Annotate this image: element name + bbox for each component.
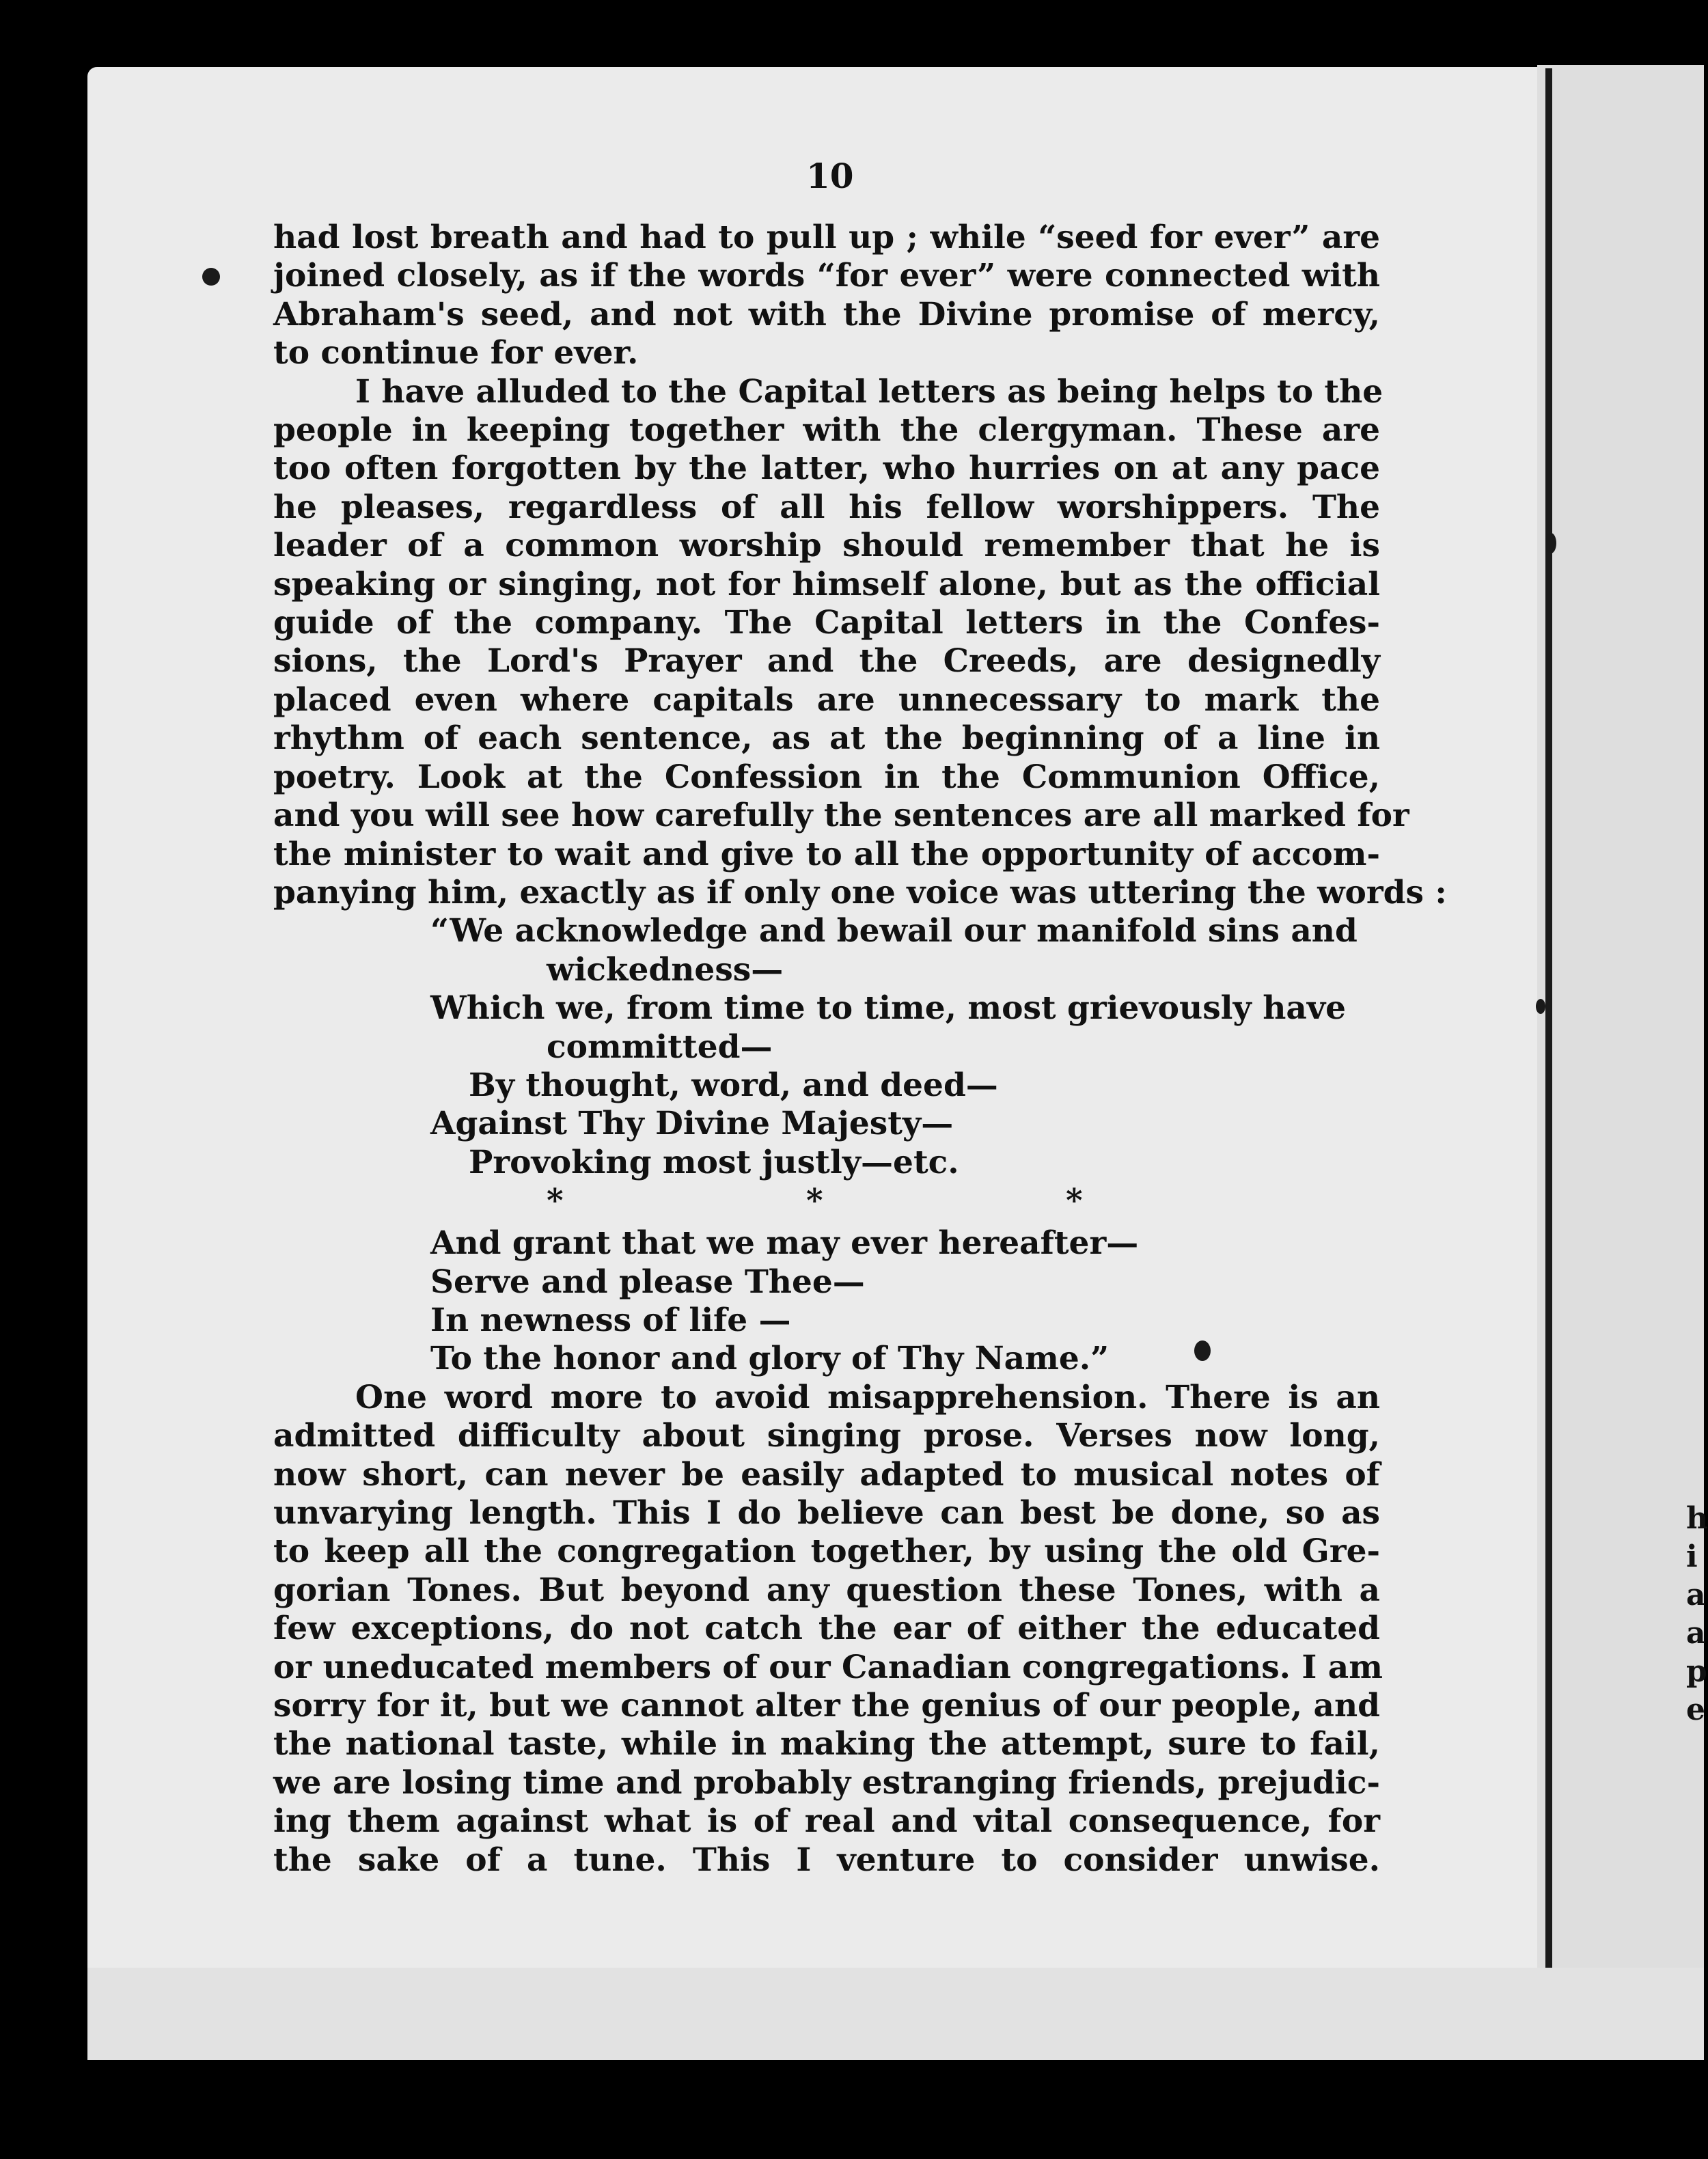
verse-line: Against Thy Divine Majesty— bbox=[430, 1105, 954, 1143]
text-line: One word more to avoid misapprehension. There is an bbox=[355, 1378, 1380, 1416]
text-line: I have alluded to the Capital letters as being helps to the bbox=[355, 372, 1383, 411]
verse-line: And grant that we may ever hereafter— bbox=[430, 1224, 1139, 1263]
text-line: joined closely, as if the words “for ever” were connected with bbox=[273, 257, 1380, 295]
text-line: rhythm of each sentence, as at the beginning of a line in bbox=[273, 719, 1380, 758]
text-line: or uneducated members of our Canadian congregations. I am bbox=[273, 1648, 1383, 1686]
verse-line: Provoking most justly—etc. bbox=[469, 1143, 959, 1181]
verse-line: Serve and please Thee— bbox=[430, 1263, 865, 1301]
text-line: few exceptions, do not catch the ear of either the educated bbox=[273, 1610, 1380, 1648]
text-line: the sake of a tune. This I venture to consider unwise. bbox=[273, 1841, 1380, 1879]
text-line: he pleases, regardless of all his fellow worshippers. The bbox=[273, 488, 1380, 526]
margin-letter: p bbox=[1686, 1654, 1707, 1689]
verse-line: “We acknowledge and bewail our manifold sins and bbox=[430, 912, 1358, 950]
text-line: we are losing time and probably estranging friends, prejudic- bbox=[273, 1763, 1380, 1802]
page-number: 10 bbox=[806, 156, 854, 196]
text-line: gorian Tones. But beyond any question these Tones, with a bbox=[273, 1571, 1380, 1609]
text-line: to continue for ever. bbox=[273, 334, 639, 372]
text-line: poetry. Look at the Confession in the Communion Office, bbox=[273, 758, 1380, 796]
margin-letter: e bbox=[1686, 1692, 1705, 1727]
margin-letter: a bbox=[1686, 1578, 1706, 1612]
ink-speck bbox=[1536, 999, 1545, 1014]
ink-speck bbox=[1545, 533, 1556, 553]
verse-line: wickedness— bbox=[547, 950, 784, 989]
verse-line: To the honor and glory of Thy Name.” bbox=[430, 1340, 1110, 1378]
ink-blot bbox=[1194, 1340, 1211, 1361]
text-line: speaking or singing, not for himself alone, but as the official bbox=[273, 565, 1380, 603]
text-line: admitted difficulty about singing prose. Verses now long, bbox=[273, 1417, 1380, 1455]
ellipsis-stars bbox=[273, 1182, 1380, 1224]
page-gutter bbox=[1545, 68, 1552, 2050]
next-page-margin-letters bbox=[1686, 1500, 1708, 1729]
text-line: and you will see how carefully the sentences are all marked for bbox=[273, 797, 1409, 835]
margin-letter: a bbox=[1686, 1616, 1706, 1651]
star: * bbox=[806, 1182, 823, 1220]
text-line: Abraham's seed, and not with the Divine promise of mercy, bbox=[273, 295, 1380, 333]
text-line: guide of the company. The Capital letters in the Confes- bbox=[273, 604, 1380, 642]
ink-speck bbox=[202, 268, 220, 286]
text-line: sions, the Lord's Prayer and the Creeds, are designedly bbox=[273, 642, 1380, 680]
star: * bbox=[547, 1182, 564, 1220]
next-page-edge bbox=[1537, 65, 1704, 2060]
text-line: sorry for it, but we cannot alter the genius of our people, and bbox=[273, 1687, 1380, 1725]
text-line: to keep all the congregation together, by using the old Gre- bbox=[273, 1532, 1380, 1571]
text-line: panying him, exactly as if only one voice was uttering the words : bbox=[273, 873, 1447, 911]
text-line: leader of a common worship should remember that he is bbox=[273, 527, 1380, 565]
text-line: people in keeping together with the clergyman. These are bbox=[273, 411, 1380, 450]
verse-line: By thought, word, and deed— bbox=[469, 1066, 998, 1104]
text-line: unvarying length. This I do believe can best be done, so as bbox=[273, 1494, 1380, 1532]
text-line: had lost breath and had to pull up ; while “seed for ever” are bbox=[273, 219, 1380, 256]
body-text bbox=[273, 219, 1447, 1880]
verse-line: In newness of life — bbox=[430, 1301, 791, 1339]
margin-letter: h bbox=[1686, 1501, 1708, 1536]
text-line: placed even where capitals are unnecessary to mark the bbox=[273, 680, 1380, 719]
page-bottom-margin bbox=[87, 1968, 1704, 2060]
verse-line: committed— bbox=[547, 1028, 773, 1066]
verse-line: Which we, from time to time, most grievously have bbox=[430, 989, 1347, 1028]
text-line: ing them against what is of real and vital consequence, for bbox=[273, 1802, 1380, 1841]
star: * bbox=[1066, 1182, 1083, 1220]
text-line: the minister to wait and give to all the opportunity of accom- bbox=[273, 835, 1380, 873]
text-line: now short, can never be easily adapted to musical notes of bbox=[273, 1455, 1380, 1494]
text-line: the national taste, while in making the attempt, sure to fail, bbox=[273, 1725, 1380, 1763]
margin-letter: i bbox=[1686, 1539, 1698, 1574]
text-line: too often forgotten by the latter, who hurries on at any pace bbox=[273, 450, 1380, 488]
